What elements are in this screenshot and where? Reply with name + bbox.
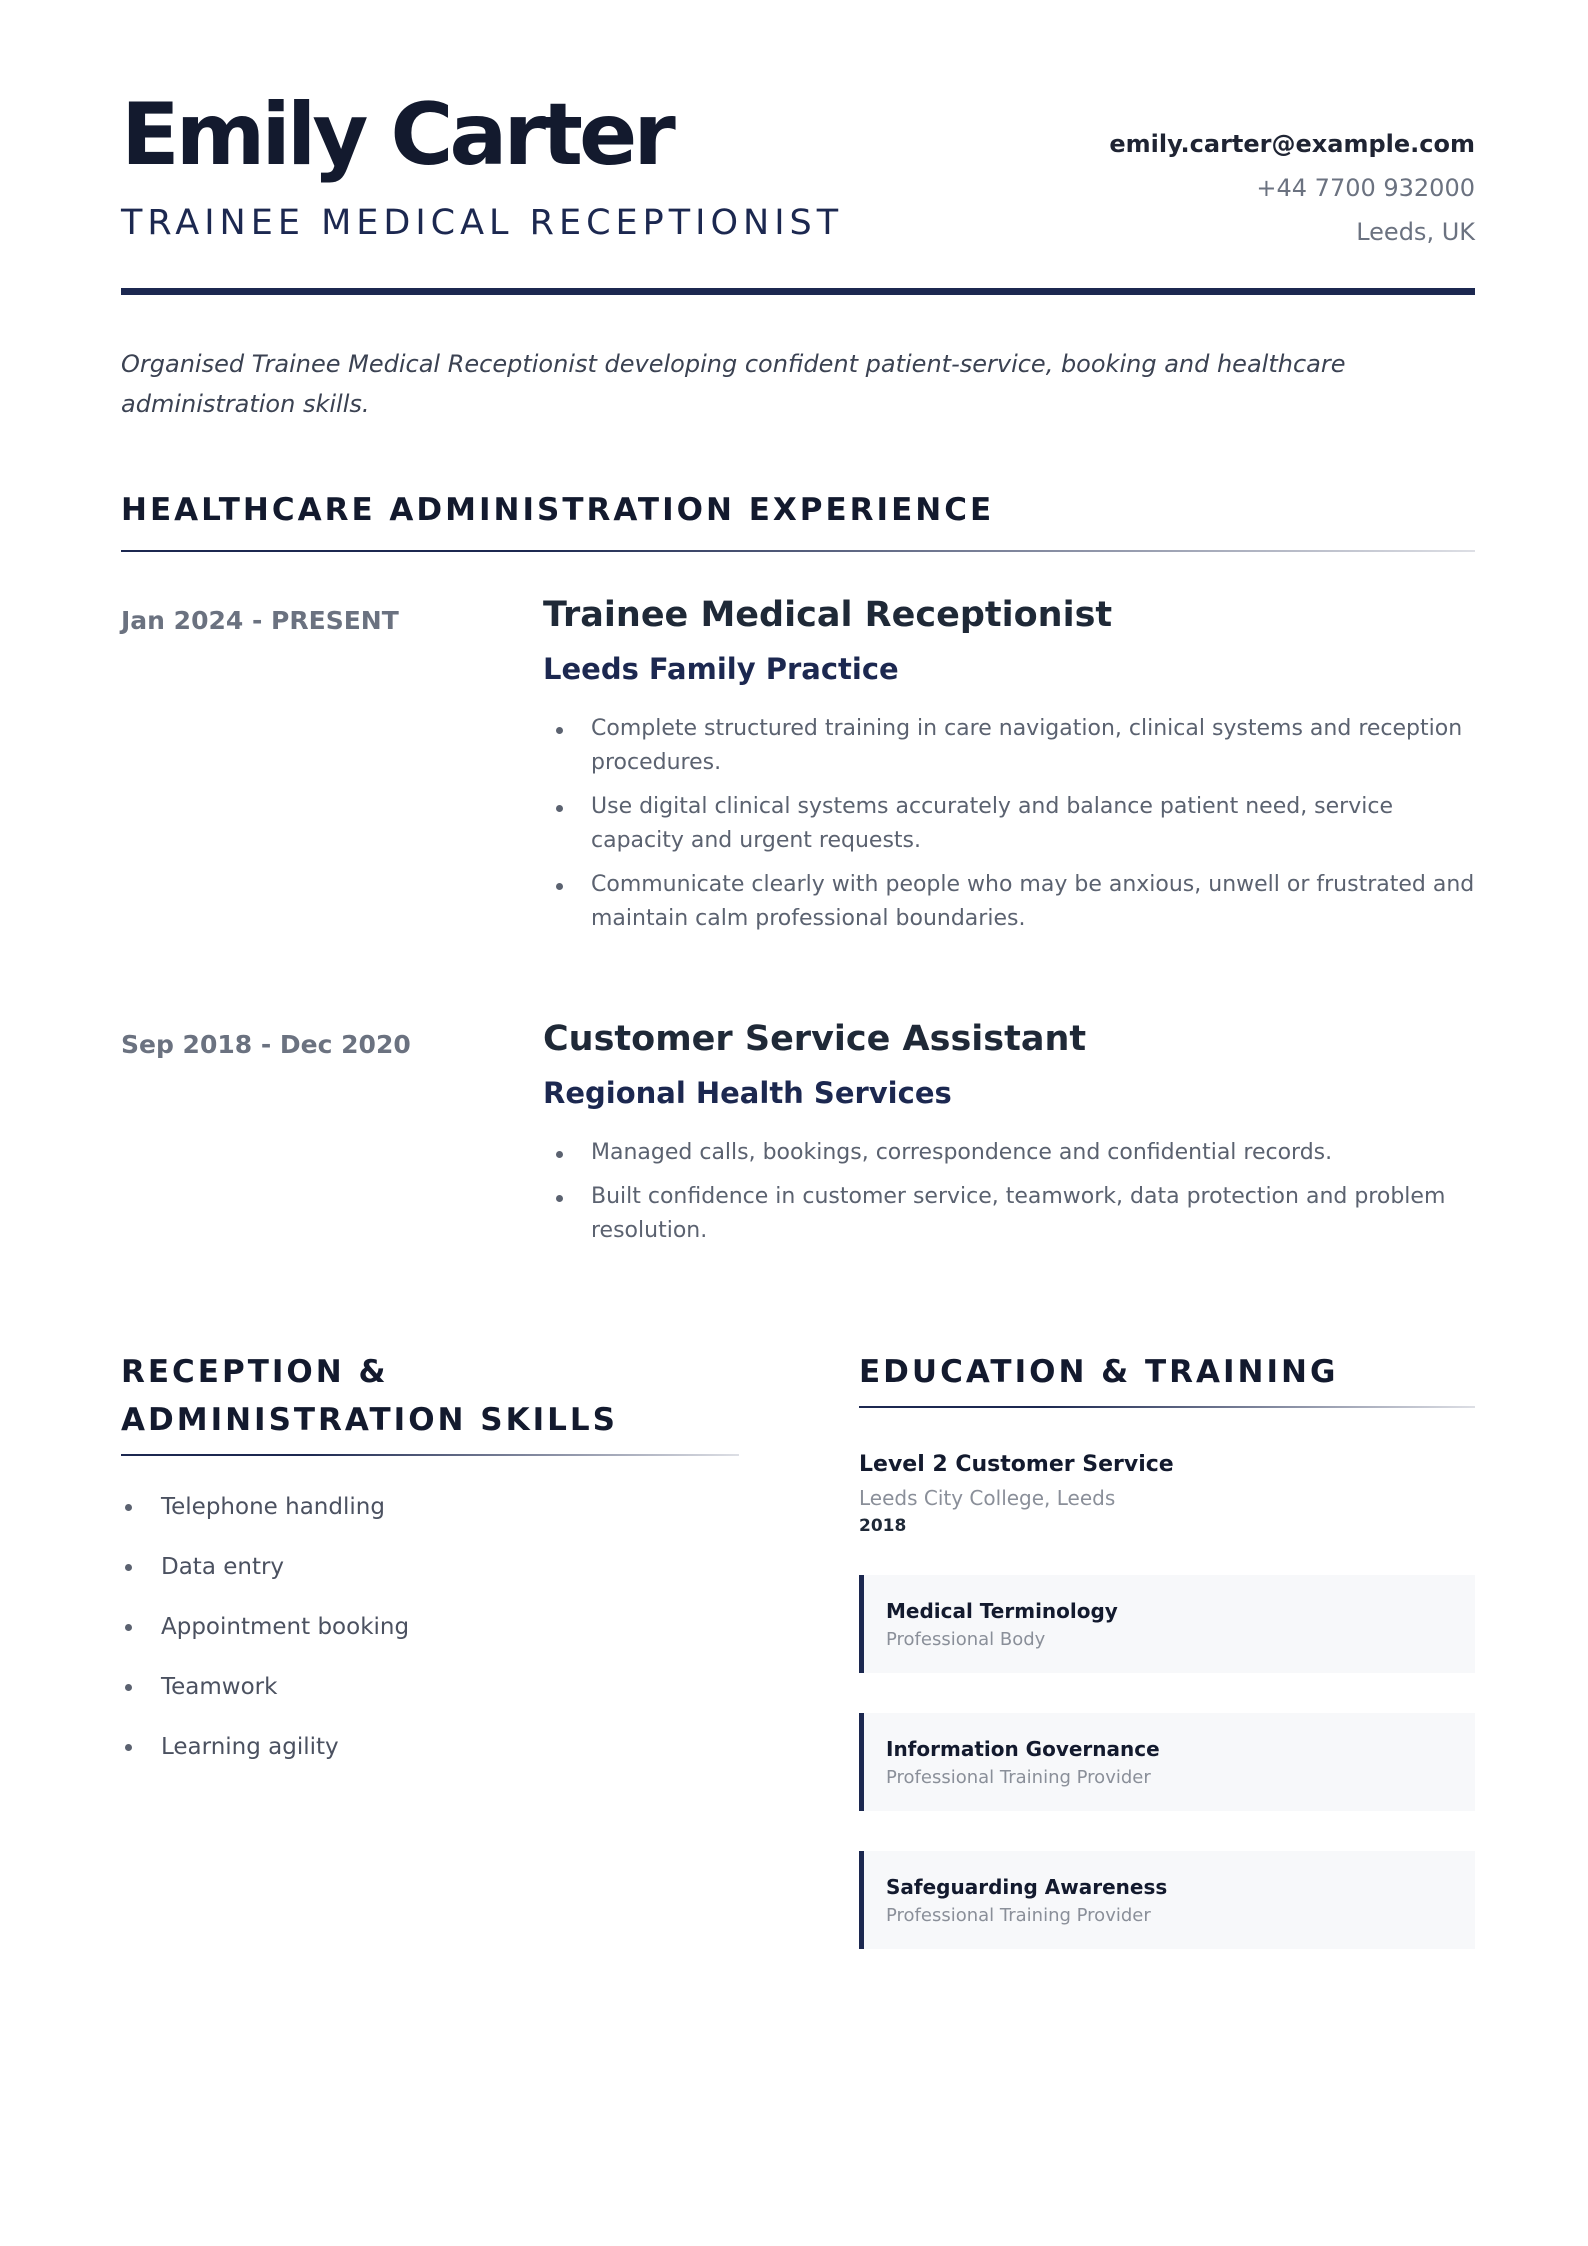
candidate-role: TRAINEE MEDICAL RECEPTIONIST — [121, 203, 844, 243]
job-title: Customer Service Assistant — [543, 1019, 1087, 1059]
contact-email[interactable]: emily.carter@example.com — [1109, 130, 1475, 158]
skills-section — [121, 1348, 739, 1792]
candidate-name: Emily Carter — [121, 85, 672, 185]
skill-item: Appointment booking — [121, 1612, 739, 1642]
job-bullet: Managed calls, bookings, correspondence and confidential records. — [543, 1136, 1475, 1170]
education-section — [859, 1348, 1475, 1949]
education-section-title: EDUCATION & TRAINING — [859, 1354, 1339, 1390]
job-bullet: Complete structured training in care navigation, clinical systems and reception procedures. — [543, 712, 1475, 780]
job-bullet: Built confidence in customer service, teamwork, data protection and problem resolution. — [543, 1180, 1475, 1248]
skills-divider — [121, 1454, 739, 1456]
education-divider — [859, 1406, 1475, 1408]
skills-section-title: RECEPTION & ADMINISTRATION SKILLS — [121, 1354, 618, 1438]
job-dates: Jan 2024 - PRESENT — [121, 606, 399, 635]
resume-page — [121, 0, 1475, 2246]
job-bullet: Use digital clinical systems accurately and balance patient need, service capacity and urgent requests. — [543, 790, 1475, 858]
certification-title: Safeguarding Awareness — [886, 1875, 1168, 1899]
certification-provider: Professional Body — [886, 1629, 1046, 1650]
certification-title: Medical Terminology — [886, 1599, 1118, 1623]
header-divider — [121, 288, 1475, 295]
job-bullet: Communicate clearly with people who may be anxious, unwell or frustrated and maintain calm professional boundaries. — [543, 868, 1475, 936]
job-bullets — [543, 712, 1475, 936]
experience-divider — [121, 550, 1475, 552]
job-body — [543, 595, 1475, 946]
contact-phone[interactable]: +44 7700 932000 — [1256, 174, 1475, 202]
certification-title: Information Governance — [886, 1737, 1160, 1761]
skill-item: Data entry — [121, 1552, 739, 1582]
contact-block — [1109, 132, 1475, 264]
skill-item: Learning agility — [121, 1732, 739, 1762]
job-bullets — [543, 1136, 1475, 1248]
job-dates: Sep 2018 - Dec 2020 — [121, 1030, 411, 1059]
certification-provider: Professional Training Provider — [886, 1767, 1151, 1788]
certification-provider: Professional Training Provider — [886, 1905, 1151, 1926]
certification-card — [859, 1713, 1475, 1811]
education-year: 2018 — [859, 1516, 907, 1536]
education-school: Leeds City College, Leeds — [859, 1486, 1116, 1510]
job-body — [543, 1019, 1475, 1258]
job-title: Trainee Medical Receptionist — [543, 595, 1113, 635]
job-company: Leeds Family Practice — [543, 652, 899, 686]
skills-list — [121, 1492, 739, 1762]
certification-card — [859, 1851, 1475, 1949]
job-company: Regional Health Services — [543, 1076, 952, 1110]
education-entry — [859, 1454, 1475, 1535]
skill-item: Telephone handling — [121, 1492, 739, 1522]
certification-card — [859, 1575, 1475, 1673]
contact-location: Leeds, UK — [1356, 218, 1475, 246]
experience-section-title: HEALTHCARE ADMINISTRATION EXPERIENCE — [121, 492, 995, 528]
skill-item: Teamwork — [121, 1672, 739, 1702]
education-title: Level 2 Customer Service — [859, 1452, 1174, 1477]
profile-summary: Organised Trainee Medical Receptionist developing confident patient-service, booking and healthcare administration skills. — [121, 350, 1346, 418]
